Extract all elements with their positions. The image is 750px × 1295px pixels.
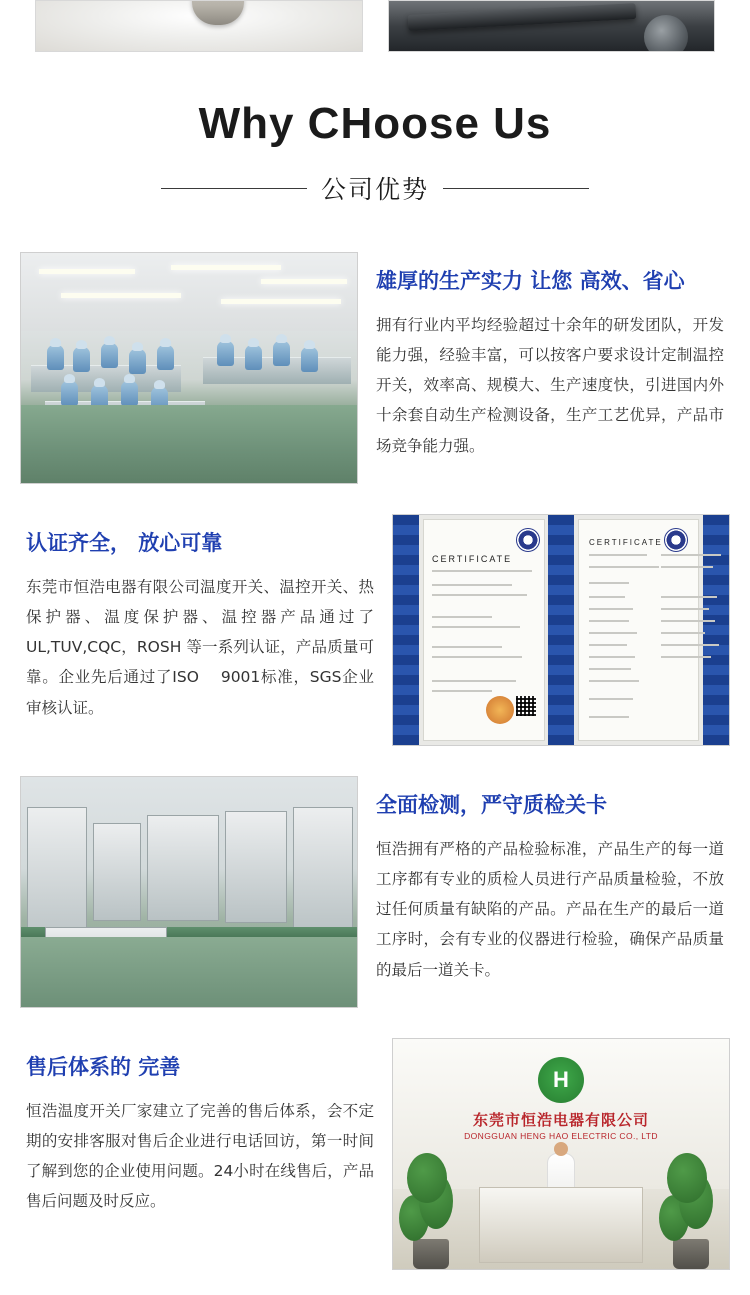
plant-left [395,1119,467,1269]
certificate-documents-photo: CERTIFICATE CERTIFICATE [392,514,730,746]
divider-left [161,188,307,189]
feature-manufacturing-strength [20,252,730,484]
plant-right [655,1119,727,1269]
subtitle-row [0,170,750,206]
section-heading [0,100,750,206]
feature-title: 认证齐全， 放心可靠 [26,531,223,556]
feature-title: 雄厚的生产实力 让您 高效、省心 [376,269,685,294]
page-subtitle: 公司优势 [320,175,429,205]
feature-list [0,252,750,1270]
divider-right [443,188,589,189]
feature-certifications [20,514,730,746]
product-thumbnail-black-parts [388,0,716,52]
feature-quality-inspection [20,776,730,1008]
company-name-en: DONGGUAN HENG HAO ELECTRIC CO., LTD [464,1131,658,1142]
feature-body: 东莞市恒浩电器有限公司温度开关、温控开关、热保护器、温度保护器、温控器产品通过了UL,TUV,CQC，ROSH 等一系列认证，产品质量可靠。企业先后通过了ISO 9001标准，SGS企业审核认证。 [26,577,374,717]
quality-inspection-line-photo [20,776,358,1008]
feature-title: 售后体系的 完善 [26,1055,181,1080]
feature-text [358,776,730,984]
factory-assembly-line-photo [20,252,358,484]
feature-text [358,252,730,460]
feature-title: 全面检测，严守质检关卡 [376,793,607,818]
feature-body: 拥有行业内平均经验超过十余年的研发团队，开发能力强，经验丰富，可以按客户要求设计定制温控开关，效率高、规模大、生产速度快，引进国内外十余套自动生产检测设备，生产工艺优异，产品市场竞争能力强。 [376,315,724,455]
top-thumbnail-strip [0,0,750,52]
company-name-cn: 东莞市恒浩电器有限公司 [472,1111,649,1130]
feature-text [20,514,392,722]
feature-body: 恒浩温度开关厂家建立了完善的售后体系，会不定期的安排客服对售后企业进行电话回访，第一时间了解到您的企业使用问题。24小时在线售后，产品售后问题及时反应。 [26,1101,374,1211]
feature-text [20,1038,392,1216]
feature-after-sales [20,1038,730,1270]
page-title: Why CHoose Us [198,99,552,148]
feature-body: 恒浩拥有严格的产品检验标准，产品生产的每一道工序都有专业的质检人员进行产品质量检验，不放过任何质量有缺陷的产品。产品在生产的最后一道工序时，会有专业的仪器进行检验，确保产品质量的最后一道关卡。 [376,839,724,979]
reception-desk [479,1187,643,1263]
company-logo: H [538,1057,584,1103]
company-lobby-photo [392,1038,730,1270]
product-thumbnail-sensor [35,0,363,52]
